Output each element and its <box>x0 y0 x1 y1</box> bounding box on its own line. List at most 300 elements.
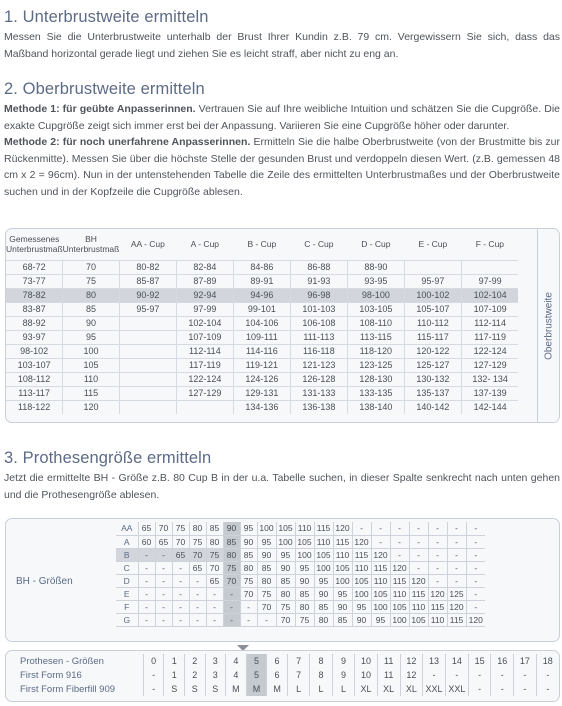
table1-cell: 131-133 <box>290 386 347 400</box>
section1-title: 1. Unterbrustweite ermitteln <box>4 8 209 26</box>
table2-cell: 105 <box>314 548 333 561</box>
table2-cell: 65 <box>172 548 189 561</box>
table2-cell: - <box>466 548 485 561</box>
section2-method2 <box>4 134 560 200</box>
table2-cell: 110 <box>409 600 428 613</box>
method1-label: Methode 1: für geübte Anpasserinnen. <box>4 103 196 115</box>
table2-cell: 65 <box>138 522 155 535</box>
table1-cell: 85 <box>63 302 120 316</box>
table3-cell: - <box>491 682 514 696</box>
table3-cell: 9 <box>332 654 354 668</box>
table2-cell: 70 <box>172 535 189 548</box>
table1-cell <box>119 400 176 414</box>
table2-cell: 105 <box>352 574 371 587</box>
table1-cell: 95-97 <box>119 302 176 316</box>
table1-cell: 109-111 <box>233 330 290 344</box>
table1-cell: 90-92 <box>119 288 176 302</box>
table3-cell: - <box>143 668 164 682</box>
table3-cell: 11 <box>377 668 400 682</box>
table3-cell: - <box>468 682 491 696</box>
bh-size-grid <box>116 522 485 627</box>
table2-cell: 90 <box>223 522 240 535</box>
table3-cell: - <box>143 682 164 696</box>
table1-cell: 123-125 <box>347 358 404 372</box>
table2-cell: - <box>206 587 223 600</box>
table2-cell: - <box>172 613 189 626</box>
table1-cell: 117-119 <box>176 358 233 372</box>
table2-cell: - <box>138 548 155 561</box>
table2-cell: 95 <box>352 600 371 613</box>
table2-cell: - <box>428 561 447 574</box>
table3-cell: S <box>184 682 205 696</box>
section3-title: 3. Prothesengröße ermitteln <box>4 449 212 467</box>
cup-label: B <box>116 548 138 561</box>
table1-cell: 115 <box>63 386 120 400</box>
table2-cell: 90 <box>240 535 257 548</box>
oberbrustweite-side-label: Oberbrustweite <box>537 229 559 422</box>
table2-cell: 80 <box>223 548 240 561</box>
table2-cell: 115 <box>352 548 371 561</box>
table3-cell: 4 <box>226 654 247 668</box>
table1-cell: 106-108 <box>290 316 347 330</box>
table2-cell: 85 <box>206 522 223 535</box>
cup-label: A <box>116 535 138 548</box>
table2-cell: 70 <box>223 574 240 587</box>
table2-cell: 120 <box>447 600 466 613</box>
table2-cell: - <box>223 613 240 626</box>
table2-cell: - <box>206 600 223 613</box>
table1-row <box>6 400 518 414</box>
table3-cell: 12 <box>400 668 423 682</box>
table2-cell: 120 <box>466 613 485 626</box>
table2-cell: 75 <box>223 561 240 574</box>
table3-cell: - <box>468 668 491 682</box>
bh-sizes-label: BH - Größen <box>16 576 73 587</box>
table1-cell: 122-124 <box>461 344 518 358</box>
table2-cell: - <box>172 561 189 574</box>
table3-cell: - <box>423 668 446 682</box>
table1-cell: 132- 134 <box>461 372 518 386</box>
table1-cell: 92-94 <box>176 288 233 302</box>
table2-row <box>116 561 485 574</box>
section2-title: 2. Oberbrustweite ermitteln <box>4 80 205 98</box>
table2-cell: 90 <box>257 548 276 561</box>
table2-cell: 80 <box>189 522 206 535</box>
table1-cell: 86-88 <box>290 260 347 274</box>
table1-header: Gemessenes Unterbrustmaß <box>6 234 63 255</box>
table2-cell: - <box>189 613 206 626</box>
table2-cell: 95 <box>333 587 352 600</box>
table1-row <box>6 302 518 316</box>
table1-cell <box>119 316 176 330</box>
table2-cell: - <box>223 587 240 600</box>
table1-cell: 80-82 <box>119 260 176 274</box>
table1-cell <box>461 260 518 274</box>
table2-cell: 115 <box>371 561 390 574</box>
table2-cell: 125 <box>447 587 466 600</box>
table2-cell: 110 <box>333 548 352 561</box>
table3-cell: 0 <box>143 654 164 668</box>
table1-header: E - Cup <box>418 239 448 250</box>
table1-cell: 87-89 <box>176 274 233 288</box>
table2-cell: - <box>240 613 257 626</box>
table2-cell: - <box>390 548 409 561</box>
table2-cell: 75 <box>240 574 257 587</box>
table1-row <box>6 386 518 400</box>
cup-label: AA <box>116 522 138 535</box>
table3-cell: 2 <box>184 654 205 668</box>
table2-cell: 110 <box>352 561 371 574</box>
table1-cell <box>119 386 176 400</box>
table2-row <box>116 600 485 613</box>
table1-cell: 122-124 <box>176 372 233 386</box>
table2-cell: - <box>466 587 485 600</box>
table2-cell: 120 <box>390 561 409 574</box>
table1-cell: 103-107 <box>6 358 63 372</box>
table1-cell: 140-142 <box>404 400 461 414</box>
table2-cell: - <box>172 587 189 600</box>
table3-cell: 5 <box>246 654 267 668</box>
table2-cell: - <box>466 535 485 548</box>
table2-cell: - <box>447 561 466 574</box>
table2-cell: 70 <box>206 561 223 574</box>
table1-cell: 124-126 <box>233 372 290 386</box>
method2-label: Methode 2: für noch unerfahrene Anpasserinnen. <box>4 136 251 148</box>
table1-cell: 98-100 <box>347 288 404 302</box>
table1-cell: 99-101 <box>233 302 290 316</box>
table2-cell: 115 <box>390 574 409 587</box>
table1-cell: 108-112 <box>6 372 63 386</box>
table2-cell: - <box>138 600 155 613</box>
table1-cell: 112-114 <box>461 316 518 330</box>
table3-cell: 15 <box>468 654 491 668</box>
table3-cell: M <box>267 682 288 696</box>
table1-cell: 110 <box>63 372 120 386</box>
table1-row <box>6 260 518 274</box>
table2-cell: 90 <box>333 600 352 613</box>
table2-cell: - <box>240 600 257 613</box>
table3-cell: 8 <box>310 668 332 682</box>
table2-cell: 120 <box>333 522 352 535</box>
table3-row <box>6 654 559 668</box>
table2-cell: 60 <box>138 535 155 548</box>
table2-cell: 105 <box>333 561 352 574</box>
table2-cell: - <box>447 548 466 561</box>
table2-cell: 95 <box>314 574 333 587</box>
table1-cell: 90 <box>63 316 120 330</box>
table2-cell: - <box>390 535 409 548</box>
table1-cell: 130-132 <box>404 372 461 386</box>
table3-cell: M <box>226 682 247 696</box>
table1-cell: 113-115 <box>347 330 404 344</box>
table1-cell: 104-106 <box>233 316 290 330</box>
table1-cell: 105-107 <box>404 302 461 316</box>
table2-cell: 105 <box>295 535 314 548</box>
table2-cell: 105 <box>276 522 295 535</box>
section2-method1 <box>4 101 560 134</box>
table2-cell: 85 <box>333 613 352 626</box>
table2-cell: 105 <box>371 587 390 600</box>
table2-cell: 95 <box>295 561 314 574</box>
table3-cell: - <box>445 668 468 682</box>
table3-cell: 17 <box>514 654 537 668</box>
prosthesis-size-grid <box>6 654 559 696</box>
table3-cell: - <box>514 668 537 682</box>
table3-cell: M <box>246 682 267 696</box>
table1-cell: 97-99 <box>461 274 518 288</box>
table2-cell: - <box>138 561 155 574</box>
table1-cell: 121-123 <box>290 358 347 372</box>
table1-cell: 95 <box>63 330 120 344</box>
table3-cell: XXL <box>423 682 446 696</box>
table1-cell: 125-127 <box>404 358 461 372</box>
table2-cell: 120 <box>428 587 447 600</box>
table1-cell: 100-102 <box>404 288 461 302</box>
bh-size-table <box>5 518 560 642</box>
table2-cell: - <box>189 587 206 600</box>
table2-cell: 95 <box>257 535 276 548</box>
table2-cell: - <box>223 600 240 613</box>
table3-cell: 10 <box>355 654 378 668</box>
table1-cell: 95-97 <box>404 274 461 288</box>
table2-cell: 85 <box>257 561 276 574</box>
table1-header: D - Cup <box>361 239 391 250</box>
table2-cell: 95 <box>276 548 295 561</box>
prosthesis-row-label: First Form Fiberfill 909 <box>20 683 116 695</box>
cup-label: D <box>116 574 138 587</box>
table1-row <box>6 330 518 344</box>
table2-cell: - <box>409 561 428 574</box>
table3-cell: 16 <box>491 654 514 668</box>
table2-cell: - <box>466 600 485 613</box>
table3-cell: 14 <box>445 654 468 668</box>
table2-cell: - <box>428 535 447 548</box>
table2-cell: - <box>138 587 155 600</box>
table2-cell: - <box>466 522 485 535</box>
table2-cell: - <box>371 522 390 535</box>
table2-cell: 75 <box>206 548 223 561</box>
table1-cell: 108-110 <box>347 316 404 330</box>
table1-row <box>6 344 518 358</box>
table1-cell: 136-138 <box>290 400 347 414</box>
table3-cell: XL <box>377 682 400 696</box>
table2-cell: 115 <box>428 600 447 613</box>
table1-cell: 73-77 <box>6 274 63 288</box>
table1-cell: 98-102 <box>6 344 63 358</box>
table2-cell: 110 <box>390 587 409 600</box>
table1-header: AA - Cup <box>130 239 165 250</box>
table1-cell: 134-136 <box>233 400 290 414</box>
table3-cell: XXL <box>445 682 468 696</box>
table3-cell: 3 <box>205 654 226 668</box>
table2-cell: 100 <box>352 587 371 600</box>
table1-cell: 129-131 <box>233 386 290 400</box>
table3-cell: 6 <box>267 668 288 682</box>
table3-cell: 7 <box>287 668 309 682</box>
cup-size-grid <box>6 229 518 414</box>
table1-cell: 68-72 <box>6 260 63 274</box>
table2-cell: 120 <box>352 535 371 548</box>
table1-cell: 135-137 <box>404 386 461 400</box>
table1-cell <box>119 358 176 372</box>
table2-cell: 110 <box>371 574 390 587</box>
table1-cell: 142-144 <box>461 400 518 414</box>
table1-cell <box>119 372 176 386</box>
prosthesis-row-label: Prothesen - Größen <box>20 655 104 667</box>
table1-cell: 119-121 <box>233 358 290 372</box>
table1-cell: 70 <box>63 260 120 274</box>
table1-cell: 120 <box>63 400 120 414</box>
table1-cell: 127-129 <box>461 358 518 372</box>
table3-cell: L <box>310 682 332 696</box>
table2-cell: 85 <box>314 600 333 613</box>
table2-cell: 70 <box>189 548 206 561</box>
table2-row <box>116 535 485 548</box>
table1-cell: 110-112 <box>404 316 461 330</box>
table2-cell: 110 <box>295 522 314 535</box>
table2-cell: 115 <box>314 522 333 535</box>
table2-cell: 80 <box>257 574 276 587</box>
table1-row <box>6 372 518 386</box>
table1-cell <box>119 344 176 358</box>
table2-cell: 95 <box>371 613 390 626</box>
cup-label: F <box>116 600 138 613</box>
table2-cell: - <box>257 613 276 626</box>
table2-cell: 100 <box>295 548 314 561</box>
table1-header: C - Cup <box>304 239 334 250</box>
table1-cell: 82-84 <box>176 260 233 274</box>
table3-cell: XL <box>355 682 378 696</box>
table2-cell: 85 <box>223 535 240 548</box>
table2-cell: - <box>409 522 428 535</box>
table3-cell: 10 <box>355 668 378 682</box>
table1-cell: 103-105 <box>347 302 404 316</box>
table1-cell: 75 <box>63 274 120 288</box>
table3-cell: 8 <box>310 654 332 668</box>
table3-cell: L <box>332 682 354 696</box>
table1-cell: 80 <box>63 288 120 302</box>
table3-cell: - <box>536 668 559 682</box>
table2-cell: - <box>155 574 172 587</box>
table1-row <box>6 358 518 372</box>
method2-text: Ermitteln Sie die halbe Oberbrustweite (von der Brustmitte bis zur Rückenmitte). Messen Sie über die höchste Stelle der gesunden Brust und verdoppeln diesen Wert. (z.B. gemessen 48 cm x 2 = 96cm). Nun in der untenstehenden Tabelle die Zeile des ermittelten Unterbrustmaßes und der Oberbrustweite suchen und in der Kopfzeile die Cupgröße ablesen. <box>4 136 561 198</box>
table2-cell: 75 <box>295 613 314 626</box>
table3-cell: 5 <box>246 668 267 682</box>
table2-row <box>116 522 485 535</box>
table2-cell: - <box>409 548 428 561</box>
table2-cell: 110 <box>428 613 447 626</box>
table3-cell: 13 <box>423 654 446 668</box>
table2-cell: - <box>447 522 466 535</box>
table3-cell: S <box>164 682 185 696</box>
table2-cell: 85 <box>295 587 314 600</box>
method1-text: Vertrauen Sie auf Ihre weibliche Intuition und schätzen Sie die Cupgröße. Die exakte Cupgröße zeigt sich immer erst bei der Anpassung. Variieren Sie eine Cupgröße höher oder darunter. <box>4 103 560 132</box>
table1-cell: 107-109 <box>461 302 518 316</box>
table3-cell: 4 <box>226 668 247 682</box>
table2-cell: - <box>155 587 172 600</box>
table2-cell: 80 <box>206 535 223 548</box>
table2-row <box>116 548 485 561</box>
table1-row <box>6 316 518 330</box>
table1-cell: 118-122 <box>6 400 63 414</box>
table2-cell: - <box>428 548 447 561</box>
table2-cell: 75 <box>257 587 276 600</box>
table2-cell: 65 <box>206 574 223 587</box>
table1-cell: 91-93 <box>290 274 347 288</box>
table2-cell: 115 <box>333 535 352 548</box>
table1-cell: 93-95 <box>347 274 404 288</box>
table1-cell: 117-119 <box>461 330 518 344</box>
table2-cell: - <box>155 548 172 561</box>
table2-cell: 90 <box>314 587 333 600</box>
table1-header: F - Cup <box>475 239 505 250</box>
table1-cell <box>404 260 461 274</box>
section3-text: Jetzt die ermittelte BH - Größe z.B. 80 Cup B in der u.a. Tabelle suchen, in dieser Spalte senkrecht nach unten gehen und die Prothesengröße ablesen. <box>4 472 560 501</box>
table3-cell: L <box>287 682 309 696</box>
table2-cell: - <box>409 535 428 548</box>
table2-cell: 95 <box>240 522 257 535</box>
table1-cell: 118-120 <box>347 344 404 358</box>
table2-row <box>116 574 485 587</box>
table1-cell: 133-135 <box>347 386 404 400</box>
table1-cell <box>119 330 176 344</box>
table2-cell: - <box>371 535 390 548</box>
table2-cell: - <box>172 600 189 613</box>
cup-label: E <box>116 587 138 600</box>
table2-cell: 75 <box>189 535 206 548</box>
table2-cell: - <box>172 574 189 587</box>
table1-cell: 115-117 <box>404 330 461 344</box>
table1-cell: 93-97 <box>6 330 63 344</box>
table2-cell: 70 <box>276 613 295 626</box>
table3-cell: 9 <box>332 668 354 682</box>
table2-cell: 100 <box>371 600 390 613</box>
table1-cell: 84-86 <box>233 260 290 274</box>
table3-cell: - <box>536 682 559 696</box>
table2-cell: 85 <box>276 574 295 587</box>
table2-cell: 100 <box>314 561 333 574</box>
table1-cell: 78-82 <box>6 288 63 302</box>
table2-cell: - <box>155 600 172 613</box>
table2-cell: 100 <box>276 535 295 548</box>
table2-cell: 80 <box>240 561 257 574</box>
table3-cell: 18 <box>536 654 559 668</box>
table2-cell: 115 <box>409 587 428 600</box>
table2-cell: 115 <box>447 613 466 626</box>
table2-cell: 110 <box>314 535 333 548</box>
table2-cell: - <box>155 561 172 574</box>
cup-label: G <box>116 613 138 626</box>
cup-label: C <box>116 561 138 574</box>
table1-cell: 137-139 <box>461 386 518 400</box>
table2-cell: 90 <box>295 574 314 587</box>
table2-cell: 80 <box>314 613 333 626</box>
table2-cell: - <box>352 522 371 535</box>
table2-cell: 65 <box>189 561 206 574</box>
table2-cell: 105 <box>409 613 428 626</box>
table2-cell: 120 <box>371 548 390 561</box>
prosthesis-row-label: First Form 916 <box>20 669 82 681</box>
table3-cell: - <box>491 668 514 682</box>
table3-cell: 1 <box>164 668 185 682</box>
table2-cell: 80 <box>295 600 314 613</box>
table2-cell: - <box>138 613 155 626</box>
table3-cell: - <box>514 682 537 696</box>
table1-cell: 120-122 <box>404 344 461 358</box>
table1-header: BH Unterbrustmaß <box>62 234 120 255</box>
table1-cell: 101-103 <box>290 302 347 316</box>
table1-cell: 102-104 <box>176 316 233 330</box>
